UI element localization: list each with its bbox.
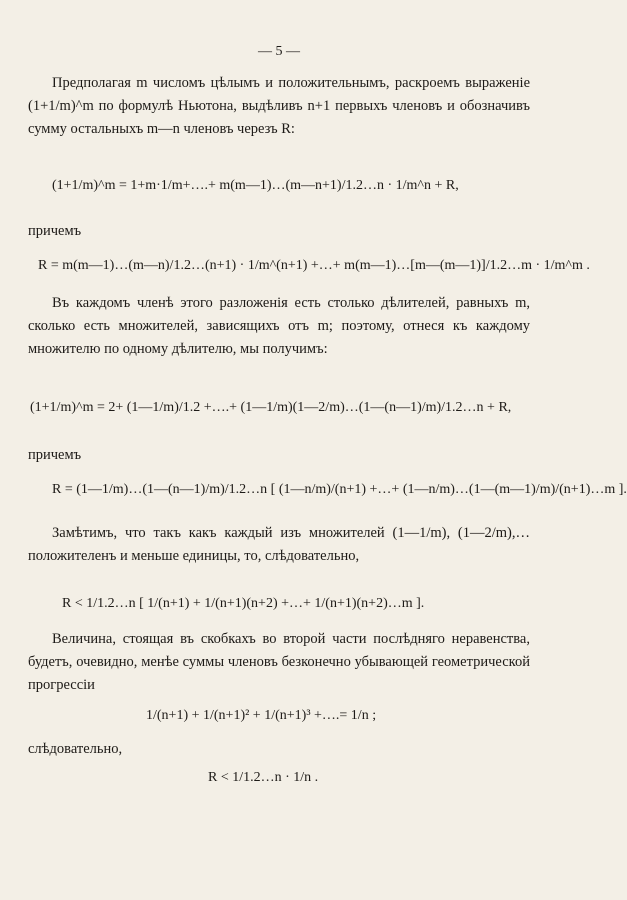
paragraph-7: слѣдовательно, xyxy=(28,741,123,757)
formula-3: (1+1/m)^m = 2+ (1—1/m)/1.2 +….+ (1—1/m)(1—2/m)…(1—(n—1)/m)/1.2…n + R, xyxy=(30,400,512,415)
paragraph-3: Въ каждомъ членѣ этого разложенія есть столько дѣлителей, равныхъ m, сколько есть множителей, зависящихъ отъ m; поэтому, отнеся къ каждому множителю по одному дѣлителю, мы получимъ: xyxy=(28,295,530,357)
formula-5: R < 1/1.2…n [ 1/(n+1) + 1/(n+1)(n+2) +…+ 1/(n+1)(n+2)…m ]. xyxy=(62,596,425,611)
paragraph-4: причемъ xyxy=(28,447,82,463)
formula-6: 1/(n+1) + 1/(n+1)² + 1/(n+1)³ +….= 1/n ; xyxy=(146,708,377,723)
paragraph-1: Предполагая m числомъ цѣлымъ и положительнымъ, раскроемъ выраженіе (1+1/m)^m по формулѣ Ньютона, выдѣливъ n+1 первыхъ членовъ и обозначивъ сумму остальныхъ m—n членовъ черезъ R: xyxy=(28,75,530,137)
page-number: — 5 — xyxy=(258,44,300,59)
formula-2: R = m(m—1)…(m—n)/1.2…(n+1) · 1/m^(n+1) +…+ m(m—1)…[m—(m—1)]/1.2…m · 1/m^m . xyxy=(38,258,590,273)
formula-7: R < 1/1.2…n · 1/n . xyxy=(208,770,319,785)
formula-4: R = (1—1/m)…(1—(n—1)/m)/1.2…n [ (1—n/m)/(n+1) +…+ (1—n/m)…(1—(m—1)/m)/(n+1)…m ]. xyxy=(52,482,627,497)
paragraph-5: Замѣтимъ, что такъ какъ каждый изъ множителей (1—1/m), (1—2/m),…положителенъ и меньше единицы, то, слѣдовательно, xyxy=(28,525,530,564)
paragraph-6: Величина, стоящая въ скобкахъ во второй части послѣдняго неравенства, будетъ, очевидно, менѣе суммы членовъ безконечно убывающей геометрической прогрессіи xyxy=(28,631,530,693)
formula-1: (1+1/m)^m = 1+m·1/m+….+ m(m—1)…(m—n+1)/1.2…n · 1/m^n + R, xyxy=(52,178,459,193)
paragraph-2: причемъ xyxy=(28,223,82,239)
